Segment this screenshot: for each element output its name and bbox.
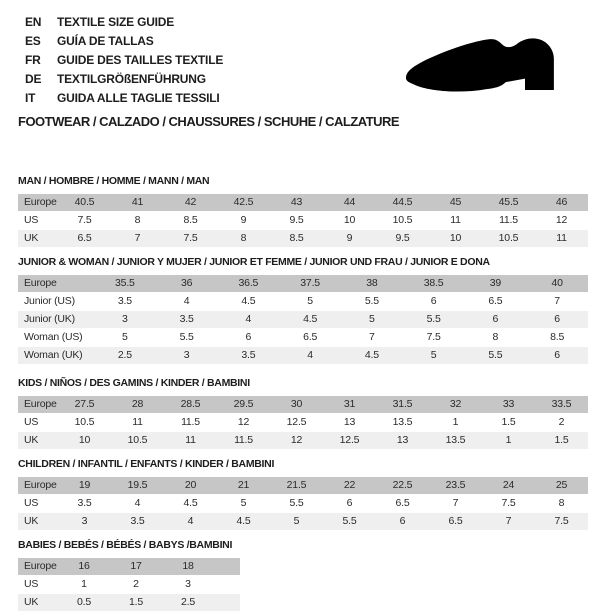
size-cell: 6 — [399, 515, 406, 527]
table-row — [18, 594, 240, 611]
row-label: Woman (UK) — [24, 349, 83, 361]
table-row — [18, 576, 240, 593]
size-cell: 23.5 — [445, 479, 466, 491]
size-cell: 1.5 — [129, 596, 143, 608]
language-code: ES — [25, 34, 41, 48]
row-label: Europe — [24, 196, 57, 208]
size-cell: 8.5 — [183, 214, 198, 226]
size-cell: 32 — [449, 398, 462, 410]
size-cell: 12.5 — [339, 434, 360, 446]
size-cell: 40 — [551, 277, 563, 289]
row-label: Europe — [24, 560, 57, 572]
table-row — [18, 311, 588, 328]
language-code: EN — [25, 15, 42, 29]
row-label: UK — [24, 434, 39, 446]
section-children — [18, 458, 600, 530]
size-cell: 5 — [293, 515, 300, 527]
row-label: Woman (US) — [24, 331, 83, 343]
table-row — [18, 477, 588, 494]
row-label: US — [24, 416, 39, 428]
size-cell: 6 — [554, 349, 560, 361]
size-cell: 3.5 — [241, 349, 256, 361]
size-cell: 2 — [558, 416, 565, 428]
size-cell: 12 — [555, 214, 568, 226]
size-cell: 7 — [554, 295, 560, 307]
row-label: Europe — [24, 479, 57, 491]
size-cell: 10 — [343, 214, 356, 226]
size-cell: 6.5 — [488, 295, 503, 307]
row-label: Europe — [24, 277, 57, 289]
size-cell: 9 — [346, 232, 353, 244]
size-cell: 8 — [134, 214, 141, 226]
size-cell: 35.5 — [115, 277, 135, 289]
size-cell: 24 — [502, 479, 515, 491]
size-cell: 5.5 — [342, 515, 357, 527]
junior-woman-size-table — [18, 275, 588, 364]
size-cell: 4 — [187, 515, 194, 527]
size-cell: 31 — [343, 398, 356, 410]
size-cell: 13.5 — [445, 434, 466, 446]
size-cell: 5 — [240, 497, 247, 509]
size-cell: 5 — [430, 349, 437, 361]
table-row — [18, 347, 588, 364]
row-label: UK — [24, 596, 39, 608]
row-label: US — [24, 497, 39, 509]
size-cell: 6 — [492, 313, 499, 325]
size-cell: 39 — [489, 277, 502, 289]
size-cell: 21 — [237, 479, 250, 491]
size-cell: 11 — [450, 214, 461, 226]
size-cell: 4 — [307, 349, 313, 361]
size-cell: 1.5 — [501, 416, 516, 428]
size-cell: 38 — [366, 277, 378, 289]
size-cell: 10.5 — [392, 214, 413, 226]
size-cell: 22 — [343, 479, 356, 491]
size-cell: 6.5 — [303, 331, 318, 343]
table-row — [18, 495, 588, 512]
size-cell: 5.5 — [289, 497, 304, 509]
size-cell: 7 — [134, 232, 141, 244]
size-cell: 45 — [449, 196, 462, 208]
size-cell: 38.5 — [423, 277, 444, 289]
size-cell: 3.5 — [77, 497, 92, 509]
language-label: GUÍA DE TALLAS — [57, 34, 154, 48]
section-title: MAN / HOMBRE / HOMME / MANN / MAN — [18, 175, 210, 187]
size-cell: 1 — [452, 416, 459, 428]
size-cell: 36 — [180, 277, 193, 289]
size-cell: 3.5 — [130, 515, 145, 527]
size-cell: 8.5 — [289, 232, 304, 244]
section-babies — [18, 539, 600, 611]
size-cell: 1 — [505, 434, 512, 446]
size-cell: 29.5 — [233, 398, 254, 410]
size-cell: 16 — [78, 560, 90, 572]
size-cell: 12.5 — [286, 416, 307, 428]
kids-size-table — [18, 396, 588, 449]
size-cell: 33 — [502, 398, 515, 410]
row-label: UK — [24, 232, 39, 244]
size-cell: 4.5 — [364, 349, 379, 361]
row-label: US — [24, 214, 39, 226]
size-cell: 3 — [185, 578, 191, 590]
table-row — [18, 558, 240, 575]
size-cell: 6 — [245, 331, 252, 343]
size-cell: 9.5 — [289, 214, 304, 226]
size-cell: 40.5 — [74, 196, 95, 208]
size-cell: 6 — [346, 497, 353, 509]
size-cell: 20 — [184, 479, 197, 491]
size-cell: 10.5 — [498, 232, 519, 244]
size-cell: 7 — [369, 331, 375, 343]
size-cell: 3 — [81, 515, 88, 527]
row-label: Europe — [24, 398, 57, 410]
table-row — [18, 329, 588, 346]
size-cell: 5.5 — [426, 313, 441, 325]
size-cell: 36.5 — [238, 277, 259, 289]
section-man — [18, 175, 600, 247]
row-trailing-spacer — [214, 558, 240, 575]
size-cell: 6.5 — [77, 232, 92, 244]
size-cell: 10.5 — [74, 416, 95, 428]
size-cell: 9 — [240, 214, 247, 226]
language-label: TEXTILE SIZE GUIDE — [57, 15, 175, 29]
language-code: IT — [25, 91, 36, 105]
size-cell: 2.5 — [181, 596, 195, 608]
size-cell: 9.5 — [395, 232, 410, 244]
size-cell: 1 — [81, 578, 87, 590]
size-cell: 8.5 — [550, 331, 565, 343]
size-cell: 12 — [237, 416, 250, 428]
table-row — [18, 414, 588, 431]
table-row — [18, 212, 588, 229]
size-cell: 11.5 — [234, 434, 253, 446]
size-cell: 7.5 — [77, 214, 92, 226]
size-cell: 3.5 — [117, 295, 132, 307]
size-cell: 5 — [369, 313, 375, 325]
size-cell: 4.5 — [236, 515, 251, 527]
language-code: FR — [25, 53, 41, 67]
table-row — [18, 275, 588, 292]
size-cell: 3 — [183, 349, 190, 361]
size-cell: 43 — [290, 196, 303, 208]
size-cell: 10 — [449, 232, 462, 244]
size-cell: 18 — [182, 560, 194, 572]
size-cell: 5 — [307, 295, 313, 307]
size-cell: 7.5 — [183, 232, 198, 244]
size-cell: 4 — [134, 497, 141, 509]
size-cell: 4 — [245, 313, 252, 325]
section-title: CHILDREN / INFANTIL / ENFANTS / KINDER / BAMBINI — [18, 458, 275, 470]
size-cell: 6 — [554, 313, 560, 325]
size-cell: 11.5 — [499, 214, 518, 226]
size-cell: 45.5 — [498, 196, 519, 208]
size-cell: 8 — [492, 331, 499, 343]
size-cell: 21.5 — [286, 479, 307, 491]
size-cell: 4.5 — [241, 295, 256, 307]
size-cell: 6 — [430, 295, 437, 307]
size-cell: 19.5 — [127, 479, 148, 491]
size-cell: 22.5 — [392, 479, 413, 491]
size-cell: 7 — [505, 515, 512, 527]
size-cell: 11 — [556, 232, 567, 244]
size-cell: 12 — [290, 434, 303, 446]
size-cell: 7.5 — [426, 331, 441, 343]
size-cell: 3 — [122, 313, 128, 325]
size-cell: 6.5 — [395, 497, 410, 509]
section-title: KIDS / NIÑOS / DES GAMINS / KINDER / BAMBINI — [18, 377, 250, 389]
size-cell: 2 — [133, 578, 139, 590]
language-label: GUIDE DES TAILLES TEXTILE — [57, 53, 224, 67]
children-size-table — [18, 477, 588, 530]
row-trailing-spacer — [214, 594, 240, 611]
size-cell: 7 — [452, 497, 459, 509]
size-cell: 25 — [555, 479, 568, 491]
size-cell: 13.5 — [392, 416, 413, 428]
section-junior-woman — [18, 256, 600, 364]
size-cell: 6.5 — [448, 515, 463, 527]
language-label: TEXTILGRÖßENFÜHRUNG — [57, 72, 206, 86]
man-size-table — [18, 194, 588, 247]
size-cell: 8 — [558, 497, 565, 509]
section-title: JUNIOR & WOMAN / JUNIOR Y MUJER / JUNIOR ET FEMME / JUNIOR UND FRAU / JUNIOR E DONA — [18, 256, 490, 268]
size-cell: 5 — [122, 331, 128, 343]
language-code: DE — [25, 72, 42, 86]
size-cell: 2.5 — [117, 349, 132, 361]
size-cell: 5.5 — [488, 349, 503, 361]
size-cell: 4.5 — [183, 497, 198, 509]
row-label: Junior (UK) — [24, 313, 75, 325]
size-cell: 5.5 — [364, 295, 379, 307]
size-cell: 44.5 — [392, 196, 413, 208]
size-cell: 4 — [183, 295, 190, 307]
size-cell: 46 — [555, 196, 568, 208]
dress-shoe-icon — [399, 34, 574, 104]
table-row — [18, 432, 588, 449]
row-label: US — [24, 578, 39, 590]
table-row — [18, 230, 588, 247]
size-cell: 42 — [184, 196, 197, 208]
table-row — [18, 194, 588, 211]
size-cell: 13 — [396, 434, 409, 446]
row-trailing-spacer — [214, 576, 240, 593]
section-title: BABIES / BEBÉS / BÉBÉS / BABYS /BAMBINI — [18, 539, 233, 551]
size-cell: 19 — [78, 479, 91, 491]
section-kids — [18, 377, 600, 449]
size-cell: 44 — [343, 196, 356, 208]
size-cell: 41 — [131, 196, 144, 208]
table-row — [18, 513, 588, 530]
table-row — [18, 293, 588, 310]
size-cell: 7.5 — [501, 497, 516, 509]
language-line-en — [25, 13, 600, 32]
size-cell: 10.5 — [127, 434, 148, 446]
size-cell: 0.5 — [77, 596, 91, 608]
size-cell: 42.5 — [233, 196, 254, 208]
size-cell: 3.5 — [179, 313, 194, 325]
size-cell: 28.5 — [180, 398, 201, 410]
row-label: Junior (US) — [24, 295, 75, 307]
language-label: GUIDA ALLE TAGLIE TESSILI — [57, 91, 220, 105]
table-row — [18, 396, 588, 413]
size-cell: 1.5 — [554, 434, 569, 446]
size-cell: 28 — [131, 398, 144, 410]
babies-size-table — [18, 558, 240, 611]
size-cell: 11.5 — [181, 416, 200, 428]
size-cell: 10 — [78, 434, 91, 446]
size-cell: 37.5 — [300, 277, 320, 289]
row-label: UK — [24, 515, 39, 527]
size-cell: 17 — [130, 560, 142, 572]
category-title: FOOTWEAR / CALZADO / CHAUSSURES / SCHUHE / CALZATURE — [18, 114, 400, 129]
size-cell: 11 — [132, 416, 143, 428]
size-cell: 8 — [240, 232, 247, 244]
size-cell: 33.5 — [551, 398, 572, 410]
size-tables — [0, 175, 600, 611]
size-cell: 11 — [185, 434, 196, 446]
size-cell: 4.5 — [303, 313, 318, 325]
size-cell: 7.5 — [554, 515, 569, 527]
size-cell: 27.5 — [74, 398, 95, 410]
size-cell: 31.5 — [392, 398, 413, 410]
size-cell: 13 — [343, 416, 356, 428]
size-cell: 30 — [290, 398, 303, 410]
size-cell: 5.5 — [179, 331, 194, 343]
